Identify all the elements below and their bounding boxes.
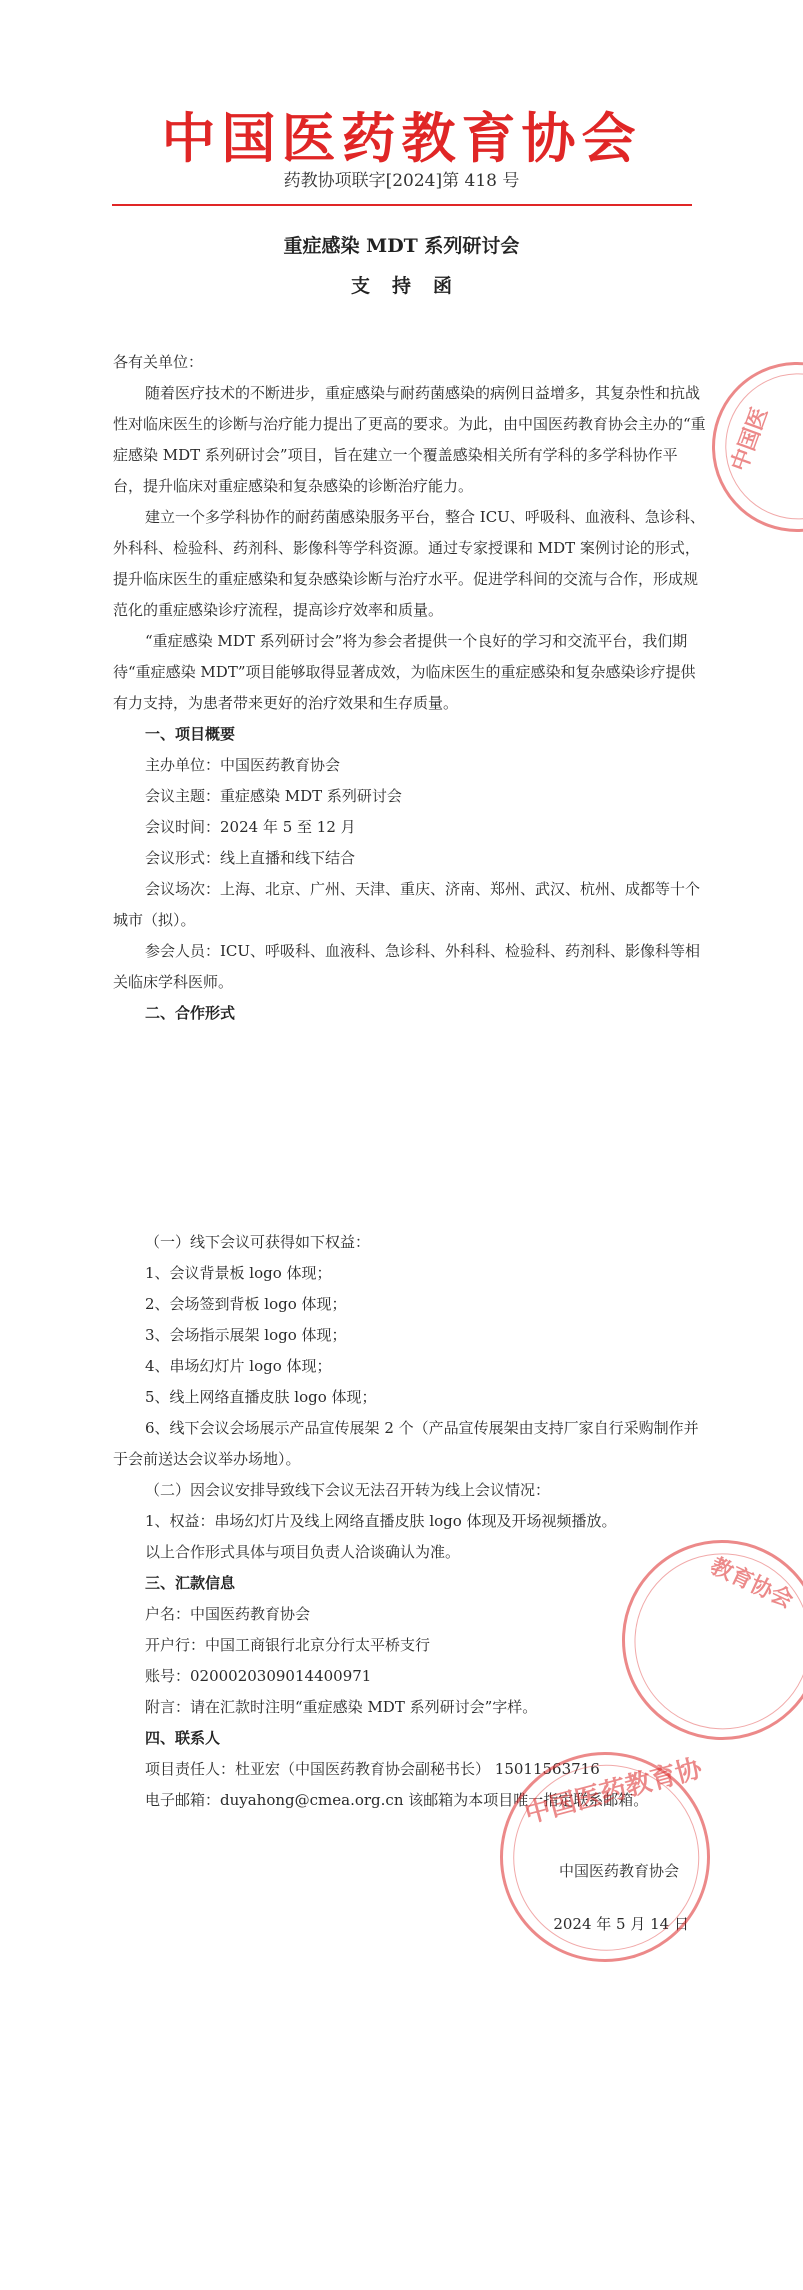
section-heading-contact: 四、联系人 xyxy=(145,1729,221,1747)
benefit-item: 3、会场指示展架 logo 体现； xyxy=(145,1326,347,1344)
header-rule xyxy=(112,204,692,206)
letter-title: 重症感染 MDT 系列研讨会 xyxy=(283,235,520,257)
contact-person: 项目责任人：杜亚宏（中国医药教育协会副秘书长） 15011563716 xyxy=(145,1760,600,1778)
overview-time: 会议时间：2024 年 5 至 12 月 xyxy=(145,818,356,836)
overview-participants: 参会人员：ICU、呼吸科、血液科、急诊科、外科科、检验科、药剂科、影像科等相关临床学科医师。 xyxy=(113,942,701,991)
org-title: 中国医药教育协会 xyxy=(161,107,642,170)
offline-benefits-intro: （一）线下会议可获得如下权益： xyxy=(145,1233,371,1251)
seal-1-text: 中国医 xyxy=(727,404,774,475)
blank-area xyxy=(113,1029,707,1227)
benefit-item: 5、线上网络直播皮肤 logo 体现； xyxy=(145,1388,377,1406)
online-benefits-intro: （二）因会议安排导致线下会议无法召开转为线上会议情况： xyxy=(145,1481,551,1499)
cooperation-note: 以上合作形式具体与项目负责人洽谈确认为准。 xyxy=(145,1543,461,1561)
payment-memo: 附言：请在汇款时注明“重症感染 MDT 系列研讨会”字样。 xyxy=(145,1698,538,1716)
online-benefit-item: 1、权益：串场幻灯片及线上网络直播皮肤 logo 体现及开场视频播放。 xyxy=(145,1512,617,1530)
benefit-item: 1、会议背景板 logo 体现； xyxy=(145,1264,332,1282)
payment-bank: 开户行：中国工商银行北京分行太平桥支行 xyxy=(145,1636,431,1654)
overview-organizer: 主办单位：中国医药教育协会 xyxy=(145,756,341,774)
letter-body xyxy=(113,347,707,1940)
letter-subtitle: 支持函 xyxy=(350,275,474,297)
body-paragraph-2: 建立一个多学科协作的耐药菌感染服务平台，整合 ICU、呼吸科、血液科、急诊科、外科科、检验科、药剂科、影像科等学科资源。通过专家授课和 MDT 案例讨论的形式，提升临床医生的重症感染和复杂感染诊断与治疗水平。促进学科间的交流与合作，形成规范化的重症感染诊疗流程，提高诊疗效率和质量。 xyxy=(113,508,705,619)
overview-venues: 会议场次：上海、北京、广州、天津、重庆、济南、郑州、武汉、杭州、成都等十个城市（拟）。 xyxy=(113,880,701,929)
doc-number: 药教协项联字[2024]第 418 号 xyxy=(283,171,520,191)
signature-date: 2024 年 5 月 14 日 xyxy=(553,1915,689,1933)
section-heading-payment: 三、汇款信息 xyxy=(145,1574,236,1592)
overview-theme: 会议主题：重症感染 MDT 系列研讨会 xyxy=(145,787,402,805)
contact-email: 电子邮箱：duyahong@cmea.org.cn 该邮箱为本项目唯一指定联系邮箱。 xyxy=(145,1791,649,1809)
signature-org: 中国医药教育协会 xyxy=(558,1862,679,1880)
body-paragraph-3: “重症感染 MDT 系列研讨会”将为参会者提供一个良好的学习和交流平台，我们期待“重症感染 MDT”项目能够取得显著成效，为临床医生的重症感染和复杂感染诊疗提供有力支持，为患者带来更好的治疗效果和生存质量。 xyxy=(113,632,696,712)
payment-account-number: 账号：0200020309014400971 xyxy=(145,1667,372,1685)
overview-format: 会议形式：线上直播和线下结合 xyxy=(145,849,356,867)
seal-2-text: 教育协会 xyxy=(706,1553,797,1614)
seal-3-text: 中国医药教育协 xyxy=(521,1753,706,1830)
payment-account-name: 户名：中国医药教育协会 xyxy=(145,1605,311,1623)
salutation: 各有关单位： xyxy=(113,353,204,371)
body-paragraph-1: 随着医疗技术的不断进步，重症感染与耐药菌感染的病例日益增多，其复杂性和抗战性对临床医生的诊断与治疗能力提出了更高的要求。为此，由中国医药教育协会主办的“重症感染 MDT 系列研讨会”项目，旨在建立一个覆盖感染相关所有学科的多学科协作平台，提升临床对重症感染和复杂感染的诊断治疗能力。 xyxy=(113,384,706,495)
section-heading-overview: 一、项目概要 xyxy=(145,725,236,743)
benefit-item: 2、会场签到背板 logo 体现； xyxy=(145,1295,347,1313)
section-heading-cooperation: 二、合作形式 xyxy=(145,1004,236,1022)
benefit-item: 4、串场幻灯片 logo 体现； xyxy=(145,1357,332,1375)
benefit-item: 6、线下会议会场展示产品宣传展架 2 个（产品宣传展架由支持厂家自行采购制作并于会前送达会议举办场地）。 xyxy=(113,1419,699,1468)
